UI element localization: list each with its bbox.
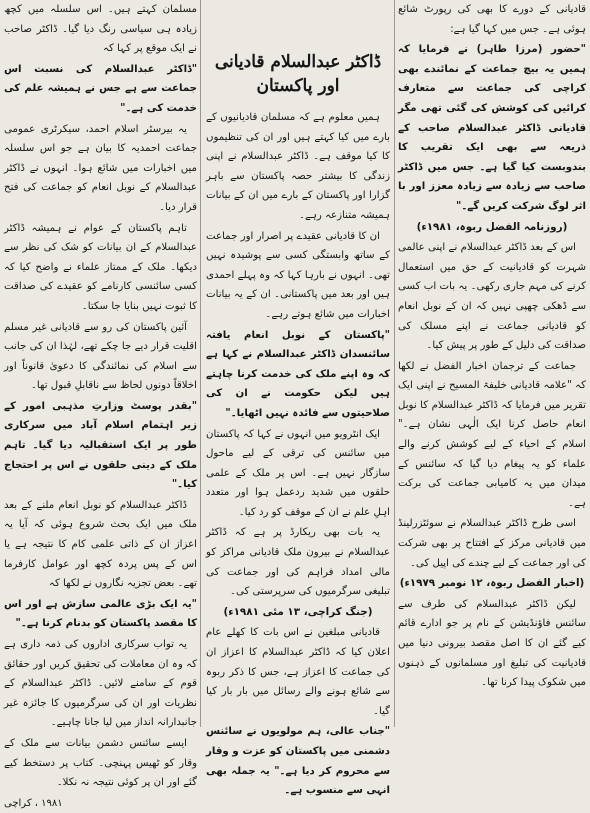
paragraph: قادیانی مبلغین نے اس بات کا کھلے عام اعلان کیا کہ ڈاکٹر عبدالسلام کا اعزاز ان کی جماعت کا اعزاز ہے، جس کا ذکر ربوہ سے شائع ہونے والے رسائل میں بار بار کیا گیا۔ bbox=[206, 627, 390, 717]
quote-paragraph: "پاکستان کے نوبل انعام یافتہ سائنسدان ڈاکٹر عبدالسلام نے کہا ہے کہ وہ اپنے ملک کی خدمت کرنا چاہتے ہیں لیکن حکومت نے ان کی صلاحیتوں سے فائدہ نہیں اٹھایا۔" bbox=[206, 329, 390, 419]
quote-paragraph: "بقدر پوسٹ وزارتِ مذہبی امور کے زیر اہتمام اسلام آباد میں سرکاری طور پر ایک استقبالیہ دیا گیا۔ تاہم ملک کے دینی حلقوں نے اس پر احتجاج کیا۔" bbox=[4, 400, 197, 491]
paragraph: یہ بات بھی ریکارڈ پر ہے کہ ڈاکٹر عبدالسلام نے بیرون ملک قادیانی مراکز کو مالی امداد فراہم کی اور جماعت کی تبلیغی سرگرمیوں کی سرپرستی کی۔ bbox=[206, 527, 390, 598]
quote-paragraph: "یہ ایک بڑی عالمی سازش ہے اور اس کا مقصد پاکستان کو بدنام کرنا ہے۔" bbox=[4, 598, 197, 630]
paragraph: لیکن ڈاکٹر عبدالسلام کی طرف سے سائنس فاؤنڈیشن کے نام پر جو ادارے قائم کیے گئے ان کا اصل مقصد بیرونی دنیا میں قادیانیت کی تبلیغ اور مسلمانوں کے ذہنوں میں شکوک پیدا کرنا تھا۔ bbox=[398, 598, 586, 689]
paragraph: آئین پاکستان کی رو سے قادیانی غیر مسلم اقلیت قرار دیے جا چکے تھے، لہٰذا ان کی جانب سے اسلام کی نمائندگی کا دعویٰ قانوناً اور اخلاقاً دونوں لحاظ سے ناقابلِ قبول تھا۔ bbox=[4, 321, 197, 392]
paragraph: ان کا قادیانی عقیدے پر اصرار اور جماعت کے ساتھ وابستگی کسی سے پوشیدہ نہیں تھی۔ انہوں نے بارہا کہا کہ وہ پہلے احمدی ہیں اور بعد میں پاکستانی۔ ان کے یہ بیانات اخبارات میں شائع ہوتے رہے۔ bbox=[206, 230, 390, 320]
column-divider bbox=[394, 0, 395, 727]
paragraph: ایسے سائنس دشمن بیانات سے ملک کے وقار کو ٹھیس پہنچی۔ کتاب پر دستخط کیے گئے اور ان پر کوئی نتیجہ نہ نکلا۔ bbox=[4, 737, 197, 789]
source-citation: (اخبار الفضل ربوہ، ۱۲ نومبر ۱۹۷۹ء) bbox=[399, 577, 585, 590]
paragraph: اس کے بعد ڈاکٹر عبدالسلام نے اپنی عالمی شہرت کو قادیانیت کے حق میں استعمال کرنے کی مہم جاری رکھی۔ یہ بات اب کسی سے ڈھکی چھپی نہیں کہ ان کے نوبل انعام کو قادیانی جماعت نے اپنے مسلک کی صداقت کی دلیل کے طور پر پیش کیا۔ bbox=[398, 242, 586, 352]
column-divider bbox=[200, 0, 201, 727]
paragraph: ہمیں معلوم ہے کہ مسلمان قادیانیوں کے بارے میں کیا کہتے ہیں اور ان کی تنظیموں کا کیا موقف ہے۔ ڈاکٹر عبدالسلام نے اپنی زندگی کا بیشتر حصہ پاکستان سے باہر گزارا اور پاکستان کے بارے میں ان کے بیانات ہمیشہ متنازعہ رہے۔ bbox=[206, 112, 390, 221]
article-headline: ڈاکٹر عبدالسلام قادیانی اور پاکستان bbox=[214, 52, 382, 96]
quote-paragraph: "حضور (مرزا طاہر) نے فرمایا کہ ہمیں یہ بیچ جماعت کے نمائندے بھی کراچی کی جماعت سے متعارف کرائیں کی کوشش کی گئی تھی مگر قادیانی ڈاکٹر عبدالسلام صاحب کے ذریعہ سے بھی ایک تقریب کا بندوبست کیا گیا ہے۔ جس میں ڈاکٹر صاحب سے زیادہ سے زیادہ معزز اور با اثر لوگ شرکت کریں گے۔" bbox=[398, 44, 586, 212]
paragraph: یہ بیرسٹر اسلام احمد، سیکرٹری عمومی جماعت احمدیہ کا بیان ہے جو اس سلسلہ میں اخبارات میں شائع ہوا۔ انہوں نے ڈاکٹر عبدالسلام کے نوبل انعام کو جماعت کی فتح قرار دیا۔ bbox=[4, 123, 197, 213]
paragraph: اسی طرح ڈاکٹر عبدالسلام نے سوئٹزرلینڈ میں قادیانی مرکز کے افتتاح پر بھی شرکت کی اور جماعت کے لیے چندے کی اپیل کی۔ bbox=[398, 518, 586, 569]
paragraph: جماعت کے ترجمان اخبار الفضل نے لکھا کہ "علامہ قادیانی خلیفۃ المسیح نے اپنی ایک تقریر میں فرمایا کہ ڈاکٹر عبدالسلام کا نوبل انعام حاصل کرنا ایک الٰہی نشان ہے۔" اسلام کے احیاء کے لیے کوشش کرنے والے علماء کو یہ پیغام دیا گیا کہ سائنس کے میدان میں یہ کامیابی جماعت کی برکت ہے۔ bbox=[398, 360, 586, 509]
source-citation: (جنگ کراچی، ۱۳ مئی ۱۹۸۱ء) bbox=[223, 605, 373, 618]
left-column bbox=[4, 0, 197, 809]
paragraph: قادیانی کے دورے کا بھی کی رپورٹ شائع ہوئی ہے۔ جس میں کہا گیا ہے: bbox=[398, 4, 586, 35]
paragraph: مسلمان کہتے ہیں۔ اس سلسلہ میں کچھ زیادہ ہی سیاسی رنگ دیا گیا۔ ڈاکٹر صاحب نے ایک موقع پر کہا کہ bbox=[4, 4, 197, 55]
quote-paragraph: "جناب عالی، ہم مولویوں نے سائنس دشمنی میں پاکستان کو عزت و وقار سے محروم کر دیا ہے۔" یہ جملہ بھی انہی سے منسوب ہے۔ bbox=[206, 726, 390, 797]
middle-column bbox=[206, 0, 390, 797]
source-citation: (روزنامہ الفضل ربوہ، ۱۹۸۱ء) bbox=[416, 220, 568, 233]
date-signature: ١٩٨١ ، كراچى bbox=[4, 797, 63, 809]
paragraph: تاہم پاکستان کے عوام نے ہمیشہ ڈاکٹر عبدالسلام کے ان بیانات کو شک کی نظر سے دیکھا۔ ملک کے ممتاز علماء نے واضح کیا کہ کسی سائنسی کارنامے کو عقیدے کی صداقت کا ثبوت نہیں بنایا جا سکتا۔ bbox=[4, 222, 197, 312]
paragraph: یہ تواب سرکاری اداروں کی ذمہ داری ہے کہ وہ ان معاملات کی تحقیق کریں اور حقائق قوم کے سامنے لائیں۔ ڈاکٹر عبدالسلام کے نظریات اور ان کی سرگرمیوں کا جائزہ غیر جانبدارانہ انداز میں لیا جانا چاہیے۔ bbox=[4, 639, 197, 729]
quote-paragraph: "ڈاکٹر عبدالسلام کی نسبت اس جماعت سے ہے جس نے ہمیشہ علم کی خدمت کی ہے۔" bbox=[4, 63, 197, 114]
right-column bbox=[398, 0, 586, 727]
paragraph: ایک انٹرویو میں انہوں نے کہا کہ پاکستان میں سائنس کی ترقی کے لیے ماحول سازگار نہیں ہے۔ اس پر ملک کے علمی حلقوں میں شدید ردعمل ہوا اور متعدد اہلِ علم نے ان کے موقف کو رد کیا۔ bbox=[206, 428, 390, 518]
paragraph: ڈاکٹر عبدالسلام کو نوبل انعام ملنے کے بعد ملک میں ایک بحث شروع ہوئی کہ آیا یہ اعزاز ان کے ذاتی علمی کام کا نتیجہ ہے یا اس کے پس پردہ کچھ اور عوامل کارفرما تھے۔ بعض تجزیہ نگاروں نے لکھا کہ bbox=[4, 499, 197, 590]
